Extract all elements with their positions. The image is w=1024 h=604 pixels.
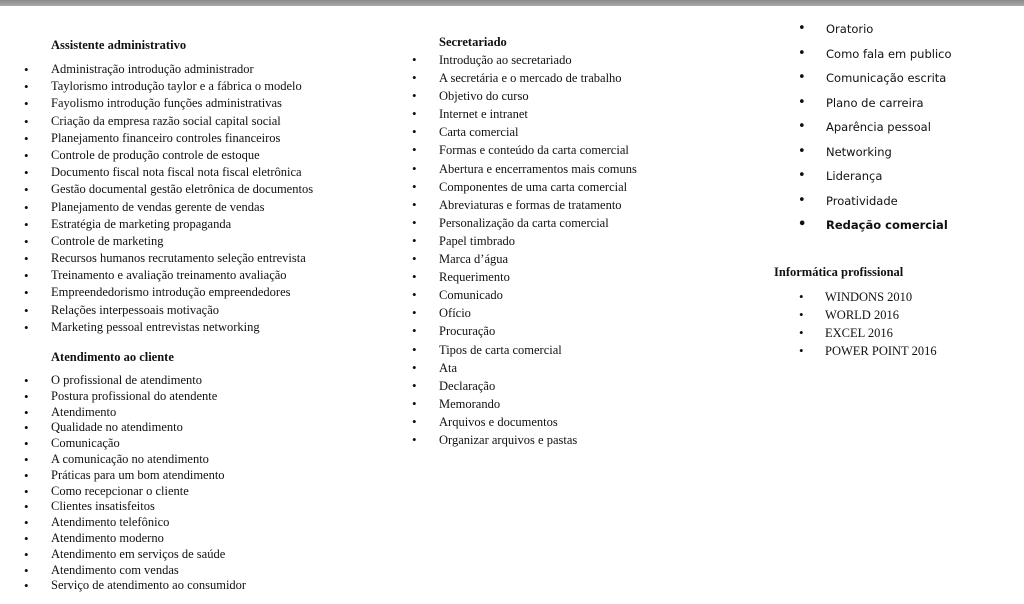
list-item: • Treinamento e avaliação treinamento avaliação bbox=[25, 267, 313, 284]
section-title-atendimento: Atendimento ao cliente bbox=[51, 350, 174, 364]
list-item: • Personalização da carta comercial bbox=[413, 214, 637, 232]
list-item: • Fayolismo introdução funções administrativas bbox=[25, 95, 313, 112]
list-atendimento bbox=[25, 373, 246, 594]
list-item: • Arquivos e documentos bbox=[413, 413, 637, 431]
list-item: • Empreendedorismo introdução empreendedores bbox=[25, 284, 313, 301]
list-item: • Planejamento financeiro controles financeiros bbox=[25, 130, 313, 147]
list-item: • Aparência pessoal bbox=[798, 115, 952, 140]
list-item: • Comunicação escrita bbox=[798, 66, 952, 91]
list-item: • Ofício bbox=[413, 304, 637, 322]
list-item: • Como fala em publico bbox=[798, 42, 952, 67]
list-item: • Controle de marketing bbox=[25, 233, 313, 250]
list-item: • Organizar arquivos e pastas bbox=[413, 431, 637, 449]
list-item: • Como recepcionar o cliente bbox=[25, 484, 246, 500]
list-item: • Atendimento moderno bbox=[25, 531, 246, 547]
list-item: • Comunicação bbox=[25, 436, 246, 452]
list-item: • Atendimento em serviços de saúde bbox=[25, 547, 246, 563]
list-informatica bbox=[799, 288, 937, 360]
list-item: • Oratorio bbox=[798, 17, 952, 42]
window-top-border bbox=[0, 0, 1024, 6]
list-item: • A secretária e o mercado de trabalho bbox=[413, 69, 637, 87]
list-item: • Ata bbox=[413, 359, 637, 377]
list-item: • Abreviaturas e formas de tratamento bbox=[413, 196, 637, 214]
list-item: • Relações interpessoais motivação bbox=[25, 302, 313, 319]
list-item: • Redação comercial bbox=[798, 213, 952, 238]
list-secretariado bbox=[413, 51, 637, 449]
list-item: • Atendimento com vendas bbox=[25, 563, 246, 579]
list-item: • A comunicação no atendimento bbox=[25, 452, 246, 468]
list-item: • Documento fiscal nota fiscal nota fiscal eletrônica bbox=[25, 164, 313, 181]
list-item: • Práticas para um bom atendimento bbox=[25, 468, 246, 484]
list-item: • Tipos de carta comercial bbox=[413, 341, 637, 359]
list-item: • Componentes de uma carta comercial bbox=[413, 178, 637, 196]
list-item: • Marketing pessoal entrevistas networking bbox=[25, 319, 313, 336]
section-title-assistente: Assistente administrativo bbox=[51, 38, 187, 52]
section-title-informatica: Informática profissional bbox=[774, 265, 904, 279]
list-item: • Papel timbrado bbox=[413, 232, 637, 250]
list-item: • Procuração bbox=[413, 322, 637, 340]
list-desenvolvimento bbox=[798, 17, 952, 238]
list-item: • Internet e intranet bbox=[413, 105, 637, 123]
list-item: • Administração introdução administrador bbox=[25, 61, 313, 78]
list-item: • Planejamento de vendas gerente de vendas bbox=[25, 199, 313, 216]
section-title-secretariado: Secretariado bbox=[439, 35, 507, 49]
list-item: • Gestão documental gestão eletrônica de documentos bbox=[25, 181, 313, 198]
list-item: • Atendimento telefônico bbox=[25, 515, 246, 531]
list-item: • Objetivo do curso bbox=[413, 87, 637, 105]
list-item: • Comunicado bbox=[413, 286, 637, 304]
list-item: • Qualidade no atendimento bbox=[25, 420, 246, 436]
list-item: • Introdução ao secretariado bbox=[413, 51, 637, 69]
list-item: • Memorando bbox=[413, 395, 637, 413]
list-item: • Formas e conteúdo da carta comercial bbox=[413, 141, 637, 159]
list-item: • POWER POINT 2016 bbox=[799, 342, 937, 360]
list-assistente bbox=[25, 61, 313, 336]
list-item: • Recursos humanos recrutamento seleção entrevista bbox=[25, 250, 313, 267]
list-item: • Proatividade bbox=[798, 189, 952, 214]
list-item: • Declaração bbox=[413, 377, 637, 395]
list-item: • Atendimento bbox=[25, 405, 246, 421]
list-item: • WINDONS 2010 bbox=[799, 288, 937, 306]
list-item: • Requerimento bbox=[413, 268, 637, 286]
list-item: • O profissional de atendimento bbox=[25, 373, 246, 389]
list-item: • Controle de produção controle de estoque bbox=[25, 147, 313, 164]
list-item: • Estratégia de marketing propaganda bbox=[25, 216, 313, 233]
list-item: • Marca d’água bbox=[413, 250, 637, 268]
list-item: • Networking bbox=[798, 140, 952, 165]
list-item: • EXCEL 2016 bbox=[799, 324, 937, 342]
list-item: • Clientes insatisfeitos bbox=[25, 499, 246, 515]
list-item: • WORLD 2016 bbox=[799, 306, 937, 324]
list-item: • Postura profissional do atendente bbox=[25, 389, 246, 405]
list-item: • Criação da empresa razão social capital social bbox=[25, 113, 313, 130]
list-item: • Abertura e encerramentos mais comuns bbox=[413, 160, 637, 178]
list-item: • Plano de carreira bbox=[798, 91, 952, 116]
list-item: • Carta comercial bbox=[413, 123, 637, 141]
list-item: • Taylorismo introdução taylor e a fábrica o modelo bbox=[25, 78, 313, 95]
list-item: • Serviço de atendimento ao consumidor bbox=[25, 578, 246, 594]
list-item: • Liderança bbox=[798, 164, 952, 189]
